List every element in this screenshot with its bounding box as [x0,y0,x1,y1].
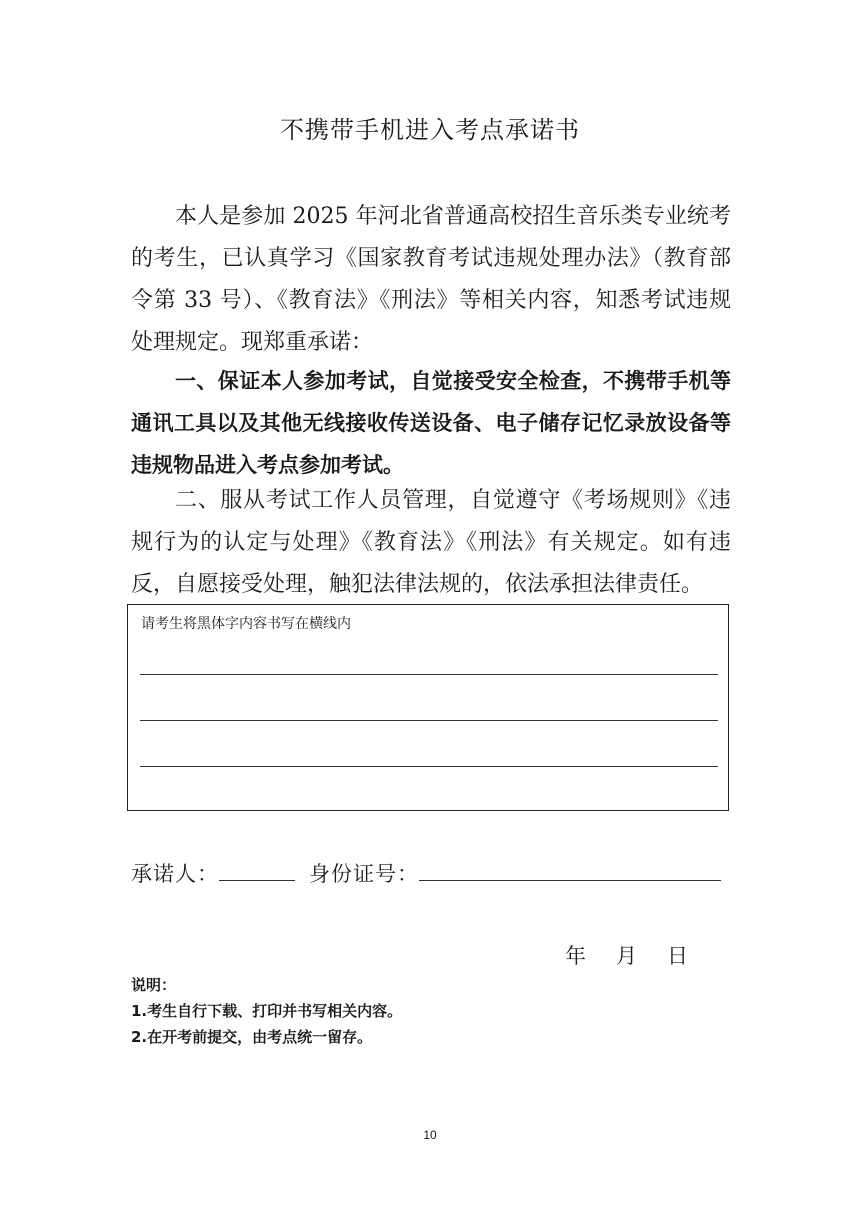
commitment-one-paragraph: 一、保证本人参加考试，自觉接受安全检查，不携带手机等通讯工具以及其他无线接收传送设备、电子储存记忆录放设备等违规物品进入考点参加考试。 [131,369,731,477]
commitment-two-paragraph: 二、服从考试工作人员管理，自觉遵守《考场规则》《违规行为的认定与处理》《教育法》《刑法》有关规定。如有违反，自愿接受处理，触犯法律法规的，依法承担法律责任。 [131,488,731,597]
writing-line[interactable] [140,766,718,767]
handwriting-box-hint: 请考生将黑体字内容书写在横线内 [141,616,351,632]
promiser-name-blank[interactable] [219,860,295,881]
notes-item: 1.考生自行下载、打印并书写相关内容。 [131,1002,403,1020]
signature-row [131,858,721,888]
date-year-label: 年 [565,944,586,968]
intro-paragraph: 本人是参加 2025 年河北省普通高校招生音乐类专业统考的考生，已认真学习《国家教育考试违规处理办法》（教育部令第 33 号）、《教育法》《刑法》等相关内容，知悉考试违规处理规定。现郑重承诺： [131,204,731,355]
writing-line[interactable] [140,674,718,675]
id-number-label: 身份证号： [309,862,419,886]
writing-line[interactable] [140,720,718,721]
id-number-blank[interactable] [419,860,721,881]
notes-item: 2.在开考前提交，由考点统一留存。 [131,1028,373,1046]
date-day-label: 日 [667,944,688,968]
notes-section [131,972,402,1050]
notes-heading: 说明： [131,976,177,994]
promiser-label: 承诺人： [131,862,219,886]
handwriting-box[interactable] [127,604,729,811]
page-number: 10 [423,1128,437,1142]
page-title: 不携带手机进入考点承诺书 [280,116,580,144]
date-row [565,940,688,970]
date-month-label: 月 [616,944,637,968]
